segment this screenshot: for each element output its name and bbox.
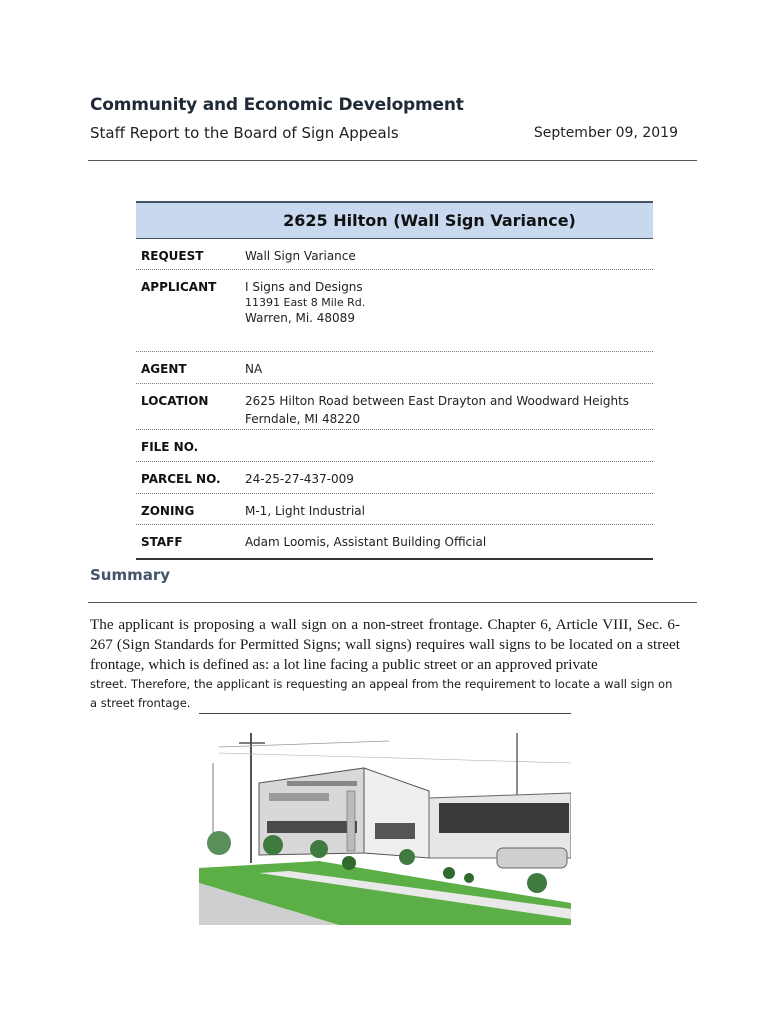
report-date: September 09, 2019	[533, 125, 678, 141]
row-value: 24-25-27-437-009	[245, 472, 354, 486]
case-title-bar	[136, 201, 653, 239]
location-address: 2625 Hilton Road between East Drayton and Woodward Heights	[245, 394, 630, 408]
header-divider	[88, 160, 697, 161]
table-row-file-no	[136, 430, 653, 462]
row-label: AGENT	[141, 362, 187, 376]
table-row-applicant	[136, 270, 653, 352]
table-row-staff	[136, 525, 653, 560]
row-value: Wall Sign Variance	[245, 249, 356, 263]
row-value	[245, 394, 629, 426]
table-row-request	[136, 239, 653, 270]
site-photo	[199, 733, 571, 925]
row-value: M-1, Light Industrial	[245, 504, 365, 518]
applicant-city: Warren, Mi. 48089	[245, 311, 355, 325]
row-label: FILE NO.	[141, 440, 199, 454]
location-city: Ferndale, MI 48220	[245, 412, 361, 426]
summary-paragraph-continued: street. Therefore, the applicant is requesting an appeal from the requirement to locate a wall sign on a street frontage.	[90, 677, 673, 710]
row-value: NA	[245, 362, 263, 376]
table-row-location	[136, 384, 653, 430]
row-value	[245, 280, 365, 325]
summary-body	[90, 615, 680, 713]
summary-paragraph: The applicant is proposing a wall sign on a non-street frontage. Chapter 6, Article VIII, Sec. 6-267 (Sign Standards for Permitted Signs; wall signs) requires wall signs to be located on a street frontage, which is defined as: a lot line facing a public street or an approved private	[90, 616, 680, 673]
photo-divider	[199, 713, 571, 714]
case-title: 2625 Hilton (Wall Sign Variance)	[283, 211, 576, 230]
case-info-table	[136, 201, 653, 560]
summary-divider	[88, 602, 697, 603]
table-row-agent	[136, 352, 653, 384]
report-subtitle: Staff Report to the Board of Sign Appeals	[90, 124, 399, 142]
table-row-parcel-no	[136, 462, 653, 494]
org-title: Community and Economic Development	[90, 95, 464, 115]
applicant-street: 11391 East 8 Mile Rd.	[245, 296, 366, 309]
row-label: LOCATION	[141, 394, 209, 408]
row-value: Adam Loomis, Assistant Building Official	[245, 535, 487, 549]
applicant-name: I Signs and Designs	[245, 280, 363, 294]
row-label: ZONING	[141, 504, 195, 518]
row-label: REQUEST	[141, 249, 204, 263]
summary-heading: Summary	[90, 566, 171, 584]
row-label: PARCEL NO.	[141, 472, 221, 486]
row-label: APPLICANT	[141, 280, 217, 294]
table-row-zoning	[136, 494, 653, 525]
row-label: STAFF	[141, 535, 183, 549]
